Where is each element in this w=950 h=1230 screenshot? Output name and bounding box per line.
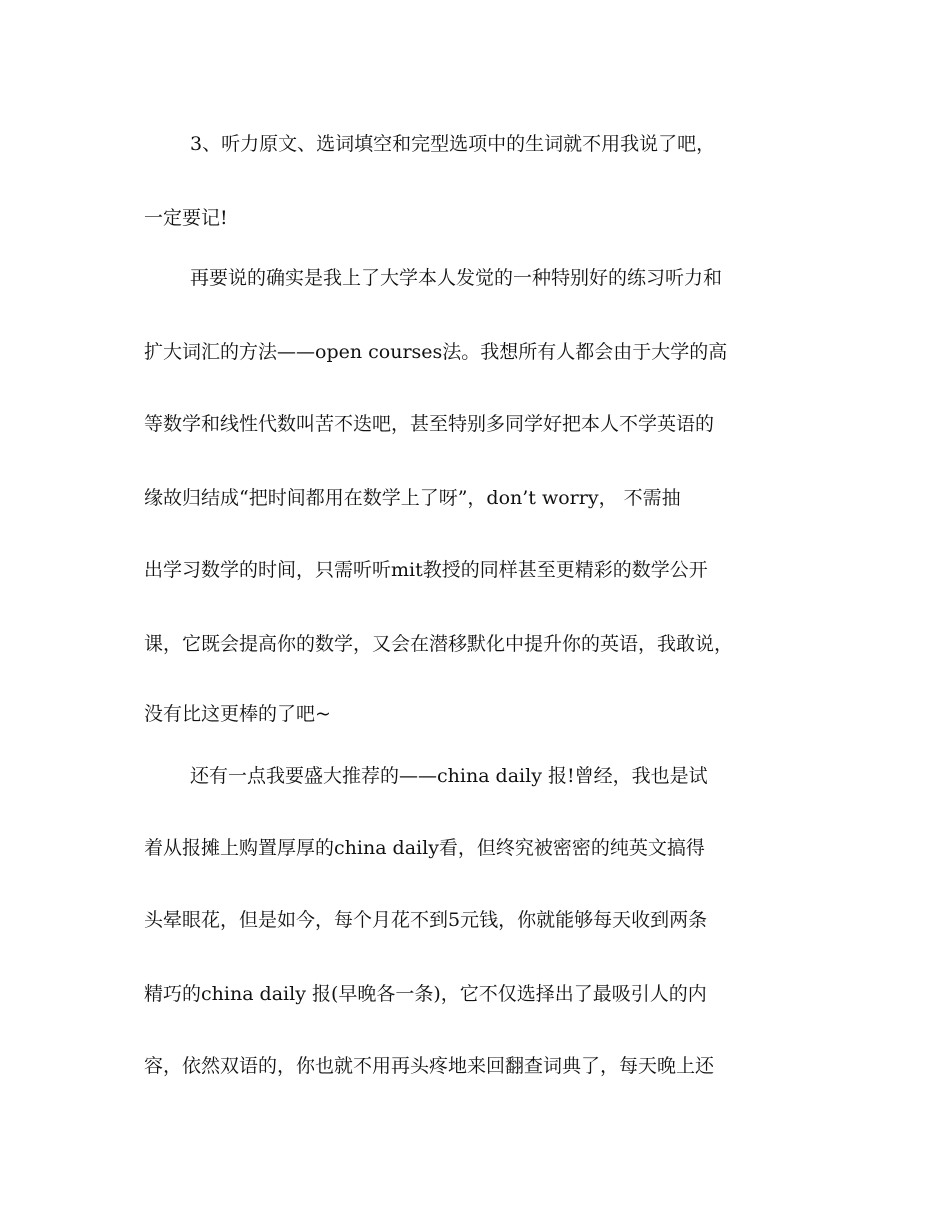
text-line: 出学习数学的时间，只需听听mit教授的同样甚至更精彩的数学公开 [144,559,708,581]
text-line: 缘故归结成“把时间都用在数学上了呀”，don’t worry， 不需抽 [144,487,681,509]
text-line: 等数学和线性代数叫苦不迭吧，甚至特别多同学好把本人不学英语的 [144,413,715,435]
text-line: 容，依然双语的，你也就不用再头疼地来回翻查词典了，每天晚上还 [144,1055,715,1077]
text-line: 没有比这更棒的了吧~ [144,703,331,725]
text-line: 课，它既会提高你的数学，又会在潜移默化中提升你的英语，我敢说， [144,633,734,655]
text-line: 一定要记! [144,207,228,229]
text-line: 着从报摊上购置厚厚的china daily看，但终究被密密的纯英文搞得 [144,837,705,859]
text-line: 3、听力原文、选词填空和完型选项中的生词就不用我说了吧， [190,133,716,155]
text-line: 还有一点我要盛大推荐的——china daily 报!曾经，我也是试 [190,765,708,787]
text-line: 扩大词汇的方法——open courses法。我想所有人都会由于大学的高 [144,341,728,363]
text-line: 再要说的确实是我上了大学本人发觉的一种特别好的练习听力和 [190,267,723,289]
text-line: 精巧的china daily 报(早晚各一条)，它不仅选择出了最吸引人的内 [144,983,707,1005]
text-line: 头晕眼花，但是如今，每个月花不到5元钱，你就能够每天收到两条 [144,909,708,931]
